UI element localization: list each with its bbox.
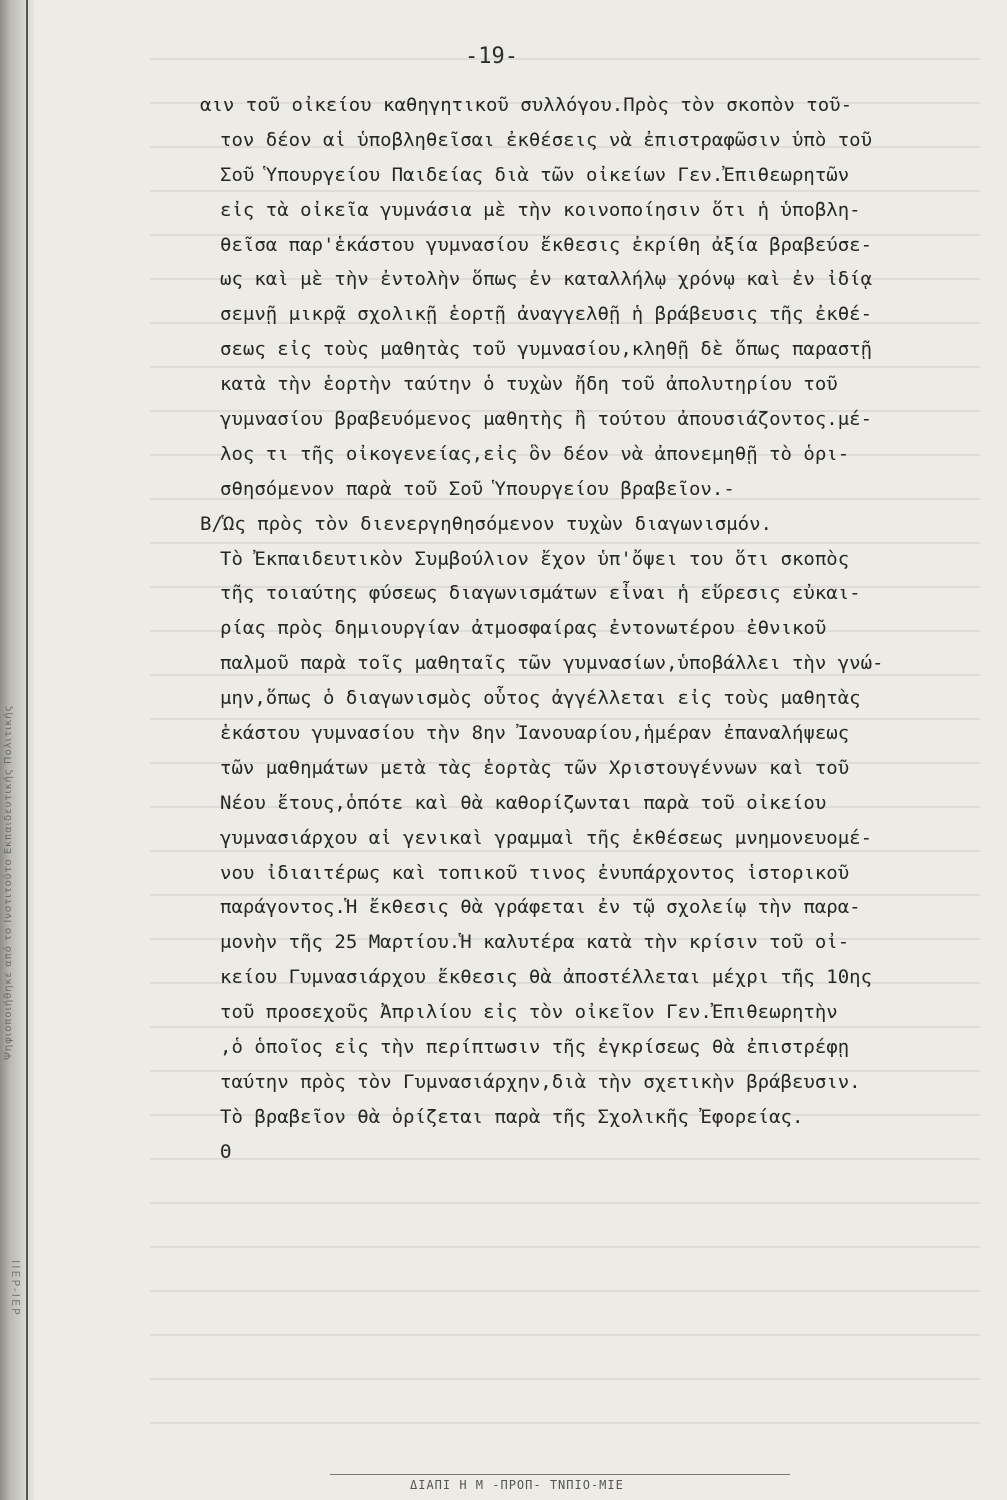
text-line: κατὰ τὴν ἑορτὴν ταύτην ὁ τυχὼν ἤδη τοῦ ἀπολυτηρίου τοῦ: [220, 373, 838, 396]
text-line: τῆς τοιαύτης φύσεως διαγωνισμάτων εἶναι ἡ εὕρεσις εὐκαι-: [220, 582, 861, 605]
text-line: Τὸ Ἐκπαιδευτικὸν Συμβούλιον ἔχον ὑπ'ὄψει του ὅτι σκοπὸς: [220, 547, 850, 570]
text-line: παλμοῦ παρὰ τοῖς μαθηταῖς τῶν γυμνασίων,ὑποβάλλει τὴν γνώ-: [220, 652, 884, 675]
side-code: IIEP-IEP: [9, 1260, 22, 1317]
text-line: σεμνῇ μικρᾷ σχολικῇ ἑορτῇ ἀναγγελθῇ ἡ βράβευσις τῆς ἐκθέ-: [220, 303, 873, 326]
text-line: Νέου ἔτους,ὁπότε καὶ θὰ καθορίζωνται παρὰ τοῦ οἰκείου: [220, 791, 827, 814]
page-number: -19-: [465, 44, 518, 69]
text-line: μονὴν τῆς 25 Μαρτίου.Ἡ καλυτέρα κατὰ τὴν κρίσιν τοῦ οἰ-: [220, 931, 850, 954]
text-line: τῶν μαθημάτων μετὰ τὰς ἑορτὰς τῶν Χριστουγέννων καὶ τοῦ: [220, 756, 850, 779]
text-line: Θ: [220, 1140, 232, 1163]
text-line: τοῦ προσεχοῦς Ἀπριλίου εἰς τὸν οἰκεῖον Γεν.Ἐπιθεωρητὴν: [220, 1001, 838, 1024]
section-heading: Β/Ὡς πρὸς τὸν διενεργηθησόμενον τυχὼν διαγωνισμόν.: [200, 512, 772, 535]
text-line: ως καὶ μὲ τὴν ἐντολὴν ὅπως ἐν καταλλήλῳ χρόνῳ καὶ ἐν ἰδίᾳ: [220, 268, 873, 291]
text-line: Τὸ βραβεῖον θὰ ὁρίζεται παρὰ τῆς Σχολικῆς Ἐφορείας.: [220, 1105, 804, 1128]
text-line: γυμνασιάρχου αἱ γενικαὶ γραμμαὶ τῆς ἐκθέσεως μνημονευομέ-: [220, 826, 873, 849]
footer-rule: [330, 1474, 790, 1475]
text-line: Σοῦ Ὑπουργείου Παιδείας διὰ τῶν οἰκείων Γεν.Ἐπιθεωρητῶν: [220, 163, 850, 186]
footer-stamp: ΔΙΑΠΙ Η Μ -ΠΡΟΠ- ΤΝΠΙΟ-ΜΙΕ: [410, 1478, 624, 1492]
text-line: νου ἰδιαιτέρως καὶ τοπικοῦ τινος ἐνυπάρχοντος ἱστορικοῦ: [220, 861, 850, 884]
text-line: εἰς τὰ οἰκεῖα γυμνάσια μὲ τὴν κοινοποίησιν ὅτι ἡ ὑποβλη-: [220, 198, 861, 221]
text-line: ρίας πρὸς δημιουργίαν ἀτμοσφαίρας ἐντονωτέρου ἐθνικοῦ: [220, 617, 827, 640]
text-line: τον δέον αἱ ὑποβληθεῖσαι ἐκθέσεις νὰ ἐπιστραφῶσιν ὑπὸ τοῦ: [220, 128, 873, 151]
text-line: ταύτην πρὸς τὸν Γυμνασιάρχην,διὰ τὴν σχετικὴν βράβευσιν.: [220, 1070, 861, 1093]
text-line: γυμνασίου βραβευόμενος μαθητὴς ἢ τούτου ἀπουσιάζοντος.μέ-: [220, 408, 873, 431]
text-line: αιν τοῦ οἰκείου καθηγητικοῦ συλλόγου.Πρὸς τὸν σκοπὸν τοῦ-: [200, 94, 853, 116]
text-line: ἑκάστου γυμνασίου τὴν 8ην Ἰανουαρίου,ἡμέραν ἐπαναλήψεως: [220, 722, 850, 745]
text-line: λος τι τῆς οἰκογενείας,εἰς ὃν δέον νὰ ἀπονεμηθῇ τὸ ὁρι-: [220, 442, 850, 465]
text-line: μην,ὅπως ὁ διαγωνισμὸς οὗτος ἀγγέλλεται εἰς τοὺς μαθητὰς: [220, 687, 861, 710]
text-line: ,ὁ ὁποῖος εἰς τὴν περίπτωσιν τῆς ἐγκρίσεως θὰ ἐπιστρέφῃ: [220, 1036, 850, 1059]
side-stamp: Ψηφιοποιήθηκε από το Ινστιτούτο Εκπαιδευτικής Πολιτικής: [3, 704, 14, 1060]
text-line: σθησόμενον παρὰ τοῦ Σοῦ Ὑπουργείου βραβεῖον.-: [220, 477, 735, 500]
text-line: κείου Γυμνασιάρχου ἔκθεσις θὰ ἀποστέλλεται μέχρι τῆς 10ης: [220, 966, 873, 989]
typed-text-body: [200, 88, 980, 1170]
text-line: παράγοντος.Ἡ ἔκθεσις θὰ γράφεται ἐν τῷ σχολείῳ τὴν παρα-: [220, 896, 861, 919]
text-line: σεως εἰς τοὺς μαθητὰς τοῦ γυμνασίου,κληθῇ δὲ ὅπως παραστῇ: [220, 338, 873, 361]
text-line: θεῖσα παρ'ἑκάστου γυμνασίου ἔκθεσις ἐκρίθη ἀξία βραβεύσε-: [220, 233, 873, 256]
fold-line: [26, 0, 28, 1500]
